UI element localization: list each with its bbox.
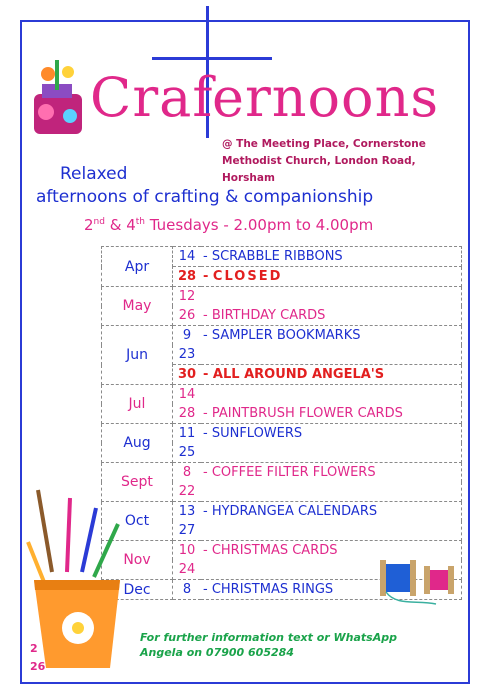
event-cell: - SAMPLER BOOKMARKS: [201, 326, 462, 346]
event-cell: [201, 443, 462, 463]
event-cell: - CHRISTMAS RINGS: [201, 580, 462, 600]
venue-address: [222, 136, 472, 187]
page-number-bottom: 26: [30, 660, 46, 673]
craft-supplies-illustration: [28, 54, 88, 140]
event-cell: - SCRABBLE RIBBONS: [201, 247, 462, 267]
event-label: SAMPLER BOOKMARKS: [211, 328, 361, 343]
month-cell: Sept: [102, 463, 173, 502]
day-cell: 27: [173, 521, 202, 541]
day-cell: 24: [173, 560, 202, 580]
day-cell: 9: [173, 326, 202, 346]
event-label: ALL AROUND ANGELA'S: [212, 367, 385, 382]
event-label: SCRABBLE RIBBONS: [211, 249, 343, 264]
event-label: SUNFLOWERS: [211, 426, 303, 441]
venue-line-2: Methodist Church, London Road, Horsham: [222, 155, 416, 184]
event-cell: - CLOSED: [201, 267, 462, 287]
tagline-line-1: Relaxed: [60, 164, 128, 184]
when-second-suffix: th: [135, 217, 145, 227]
day-cell: 28: [173, 404, 202, 424]
event-label: CHRISTMAS RINGS: [211, 582, 334, 597]
day-cell: 13: [173, 502, 202, 522]
event-label: CHRISTMAS CARDS: [211, 543, 338, 558]
title-part-2: ernoons: [212, 66, 440, 129]
title-part-1: Craf: [90, 66, 214, 129]
event-label: PAINTBRUSH FLOWER CARDS: [211, 406, 403, 421]
event-cell: [201, 521, 462, 541]
meeting-times: [84, 216, 373, 234]
event-cell: [201, 385, 462, 405]
page-number-top: 2: [30, 642, 38, 655]
day-cell: 14: [173, 385, 202, 405]
event-cell: [201, 287, 462, 307]
day-cell: 25: [173, 443, 202, 463]
event-label: COFFEE FILTER FLOWERS: [211, 465, 376, 480]
schedule-table: [101, 246, 462, 600]
footer-line-1: For further information text or WhatsApp: [140, 631, 397, 644]
event-label: HYDRANGEA CALENDARS: [211, 504, 378, 519]
cross-horizontal-bar: [152, 57, 272, 60]
event-label: CLOSED: [212, 269, 283, 284]
paint-brush-pot-illustration: [22, 482, 132, 674]
when-first-number: 2: [84, 216, 94, 234]
day-cell: 23: [173, 345, 202, 365]
event-cell: [201, 482, 462, 502]
day-cell: 8: [173, 580, 202, 600]
contact-footer: [140, 630, 440, 660]
month-cell: Aug: [102, 424, 173, 463]
day-cell: 8: [173, 463, 202, 483]
month-cell: Jun: [102, 326, 173, 385]
day-cell: 26: [173, 306, 202, 326]
event-cell: [201, 345, 462, 365]
day-cell: 14: [173, 247, 202, 267]
event-cell: - CHRISTMAS CARDS: [201, 541, 462, 561]
event-cell: - HYDRANGEA CALENDARS: [201, 502, 462, 522]
thread-spool-illustration: [376, 556, 456, 608]
month-cell: Nov: [102, 541, 173, 580]
month-cell: Dec: [102, 580, 173, 600]
month-cell: Apr: [102, 247, 173, 287]
month-cell: Jul: [102, 385, 173, 424]
month-cell: Oct: [102, 502, 173, 541]
day-cell: 12: [173, 287, 202, 307]
footer-line-2: Angela on 07900 605284: [140, 646, 294, 659]
event-cell: - BIRTHDAY CARDS: [201, 306, 462, 326]
when-second-number: & 4: [104, 216, 136, 234]
day-cell: 11: [173, 424, 202, 444]
when-description: Tuesdays - 2.00pm to 4.00pm: [144, 216, 374, 234]
event-cell: - ALL AROUND ANGELA'S: [201, 365, 462, 385]
day-cell: 28: [173, 267, 202, 287]
month-cell: May: [102, 287, 173, 326]
event-cell: - SUNFLOWERS: [201, 424, 462, 444]
tagline-line-2: afternoons of crafting & companionship: [36, 187, 374, 207]
day-cell: 22: [173, 482, 202, 502]
day-cell: 30: [173, 365, 202, 385]
day-cell: 10: [173, 541, 202, 561]
event-cell: - COFFEE FILTER FLOWERS: [201, 463, 462, 483]
when-first-suffix: nd: [93, 217, 105, 227]
event-cell: - PAINTBRUSH FLOWER CARDS: [201, 404, 462, 424]
venue-line-1: @ The Meeting Place, Cornerstone: [222, 138, 426, 150]
event-label: BIRTHDAY CARDS: [211, 308, 326, 323]
